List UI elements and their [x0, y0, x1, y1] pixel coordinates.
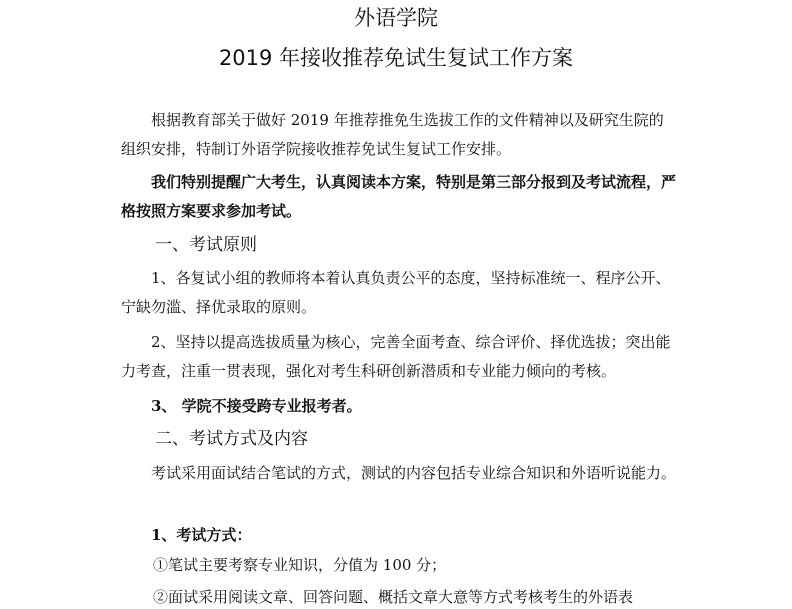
principle-item-2: 2、坚持以提高选拔质量为核心，完善全面考查、综合评价、择优选拔；突出能力考查，注重一贯表现，强化对考生科研创新潜质和专业能力倾向的考核。	[121, 333, 671, 380]
section-heading-method: 二、考试方式及内容	[155, 429, 308, 449]
intro-paragraph: 根据教育部关于做好 2019 年推荐推免生选拔工作的文件精神以及研究生院的组织安排，特制订外语学院接收推荐免试生复试工作安排。	[121, 111, 664, 158]
principle-item-3: 3、 学院不接受跨专业报考者。	[151, 397, 362, 415]
method-paragraph: 考试采用面试结合笔试的方式，测试的内容包括专业综合知识和外语听说能力。	[151, 464, 677, 482]
principle-item-1: 1、各复试小组的教师将本着认真负责公平的态度，坚持标准统一、程序公开、宁缺勿滥、择优录取的原则。	[121, 269, 671, 316]
document-subtitle: 2019 年接收推荐免试生复试工作方案	[218, 46, 574, 70]
reminder-paragraph: 我们特别提醒广大考生，认真阅读本方案，特别是第三部分报到及考试流程，严格按照方案要求参加考试。	[121, 173, 677, 220]
section-heading-principles: 一、考试原则	[155, 235, 257, 255]
method-item-1: ①笔试主要考察专业知识，分值为 100 分；	[153, 556, 447, 574]
method-subheading: 1、考试方式：	[151, 526, 252, 544]
document-title: 外语学院	[354, 6, 438, 30]
method-item-2: ②面试采用阅读文章、回答问题、概括文章大意等方式考核考生的外语表	[153, 588, 634, 606]
